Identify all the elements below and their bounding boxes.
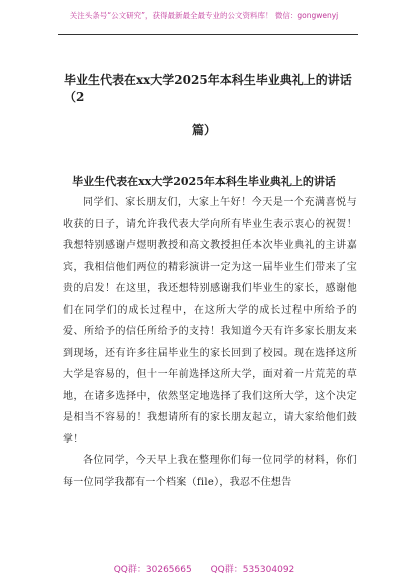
- body-paragraph: 同学们、家长朋友们，大家上午好！今天是一个充满喜悦与收获的日子，请允许我代表大学向所有毕业生表示衷心的祝贺！我想特别感谢卢煜明教授和高文教授担任本次毕业典礼的主讲嘉宾，我相信他们两位的精彩演讲一定为这一届毕业生们带来了宝贵的启发！在这里，我还想特别感谢我们毕业生的家长，感谢他们在同学们的成长过程中，在这所大学的成长过程中所给予的爱、所给予的信任所给予的支持！我知道今天有许多家长朋友来到现场，还有许多往届毕业生的家长回到了校园。现在选择这所大学是容易的，但十一年前选择这所大学，面对着一片荒芜的草地，在诸多选择中，依然坚定地选择了我们这所大学，这个决定是相当不容易的！我想请所有的家长朋友起立，请大家给他们鼓掌！: [63, 197, 357, 445]
- section-title: 毕业生代表在xx大学2025年本科生毕业典礼上的讲话: [72, 175, 336, 188]
- document-title-continued: 篇）: [191, 123, 216, 137]
- footer-qq-group-2: QQ群：535304092: [210, 565, 295, 575]
- body-paragraph: 各位同学，今天早上我在整理你们每一位同学的材料，你们每一位同学我都有一个档案（file），我忍不住想告: [63, 455, 357, 488]
- header-divider: [58, 34, 358, 35]
- page-header: 关注头条号“公文研究”，获得最新最全最专业的公文资料库！ 微信：gongwenyj: [69, 11, 339, 20]
- document-title: 毕业生代表在xx大学2025年本科生毕业典礼上的讲话（2: [64, 73, 352, 104]
- page-footer: [0, 562, 408, 575]
- footer-qq-group-1: QQ群：30265665: [113, 565, 192, 575]
- document-body: [63, 192, 357, 493]
